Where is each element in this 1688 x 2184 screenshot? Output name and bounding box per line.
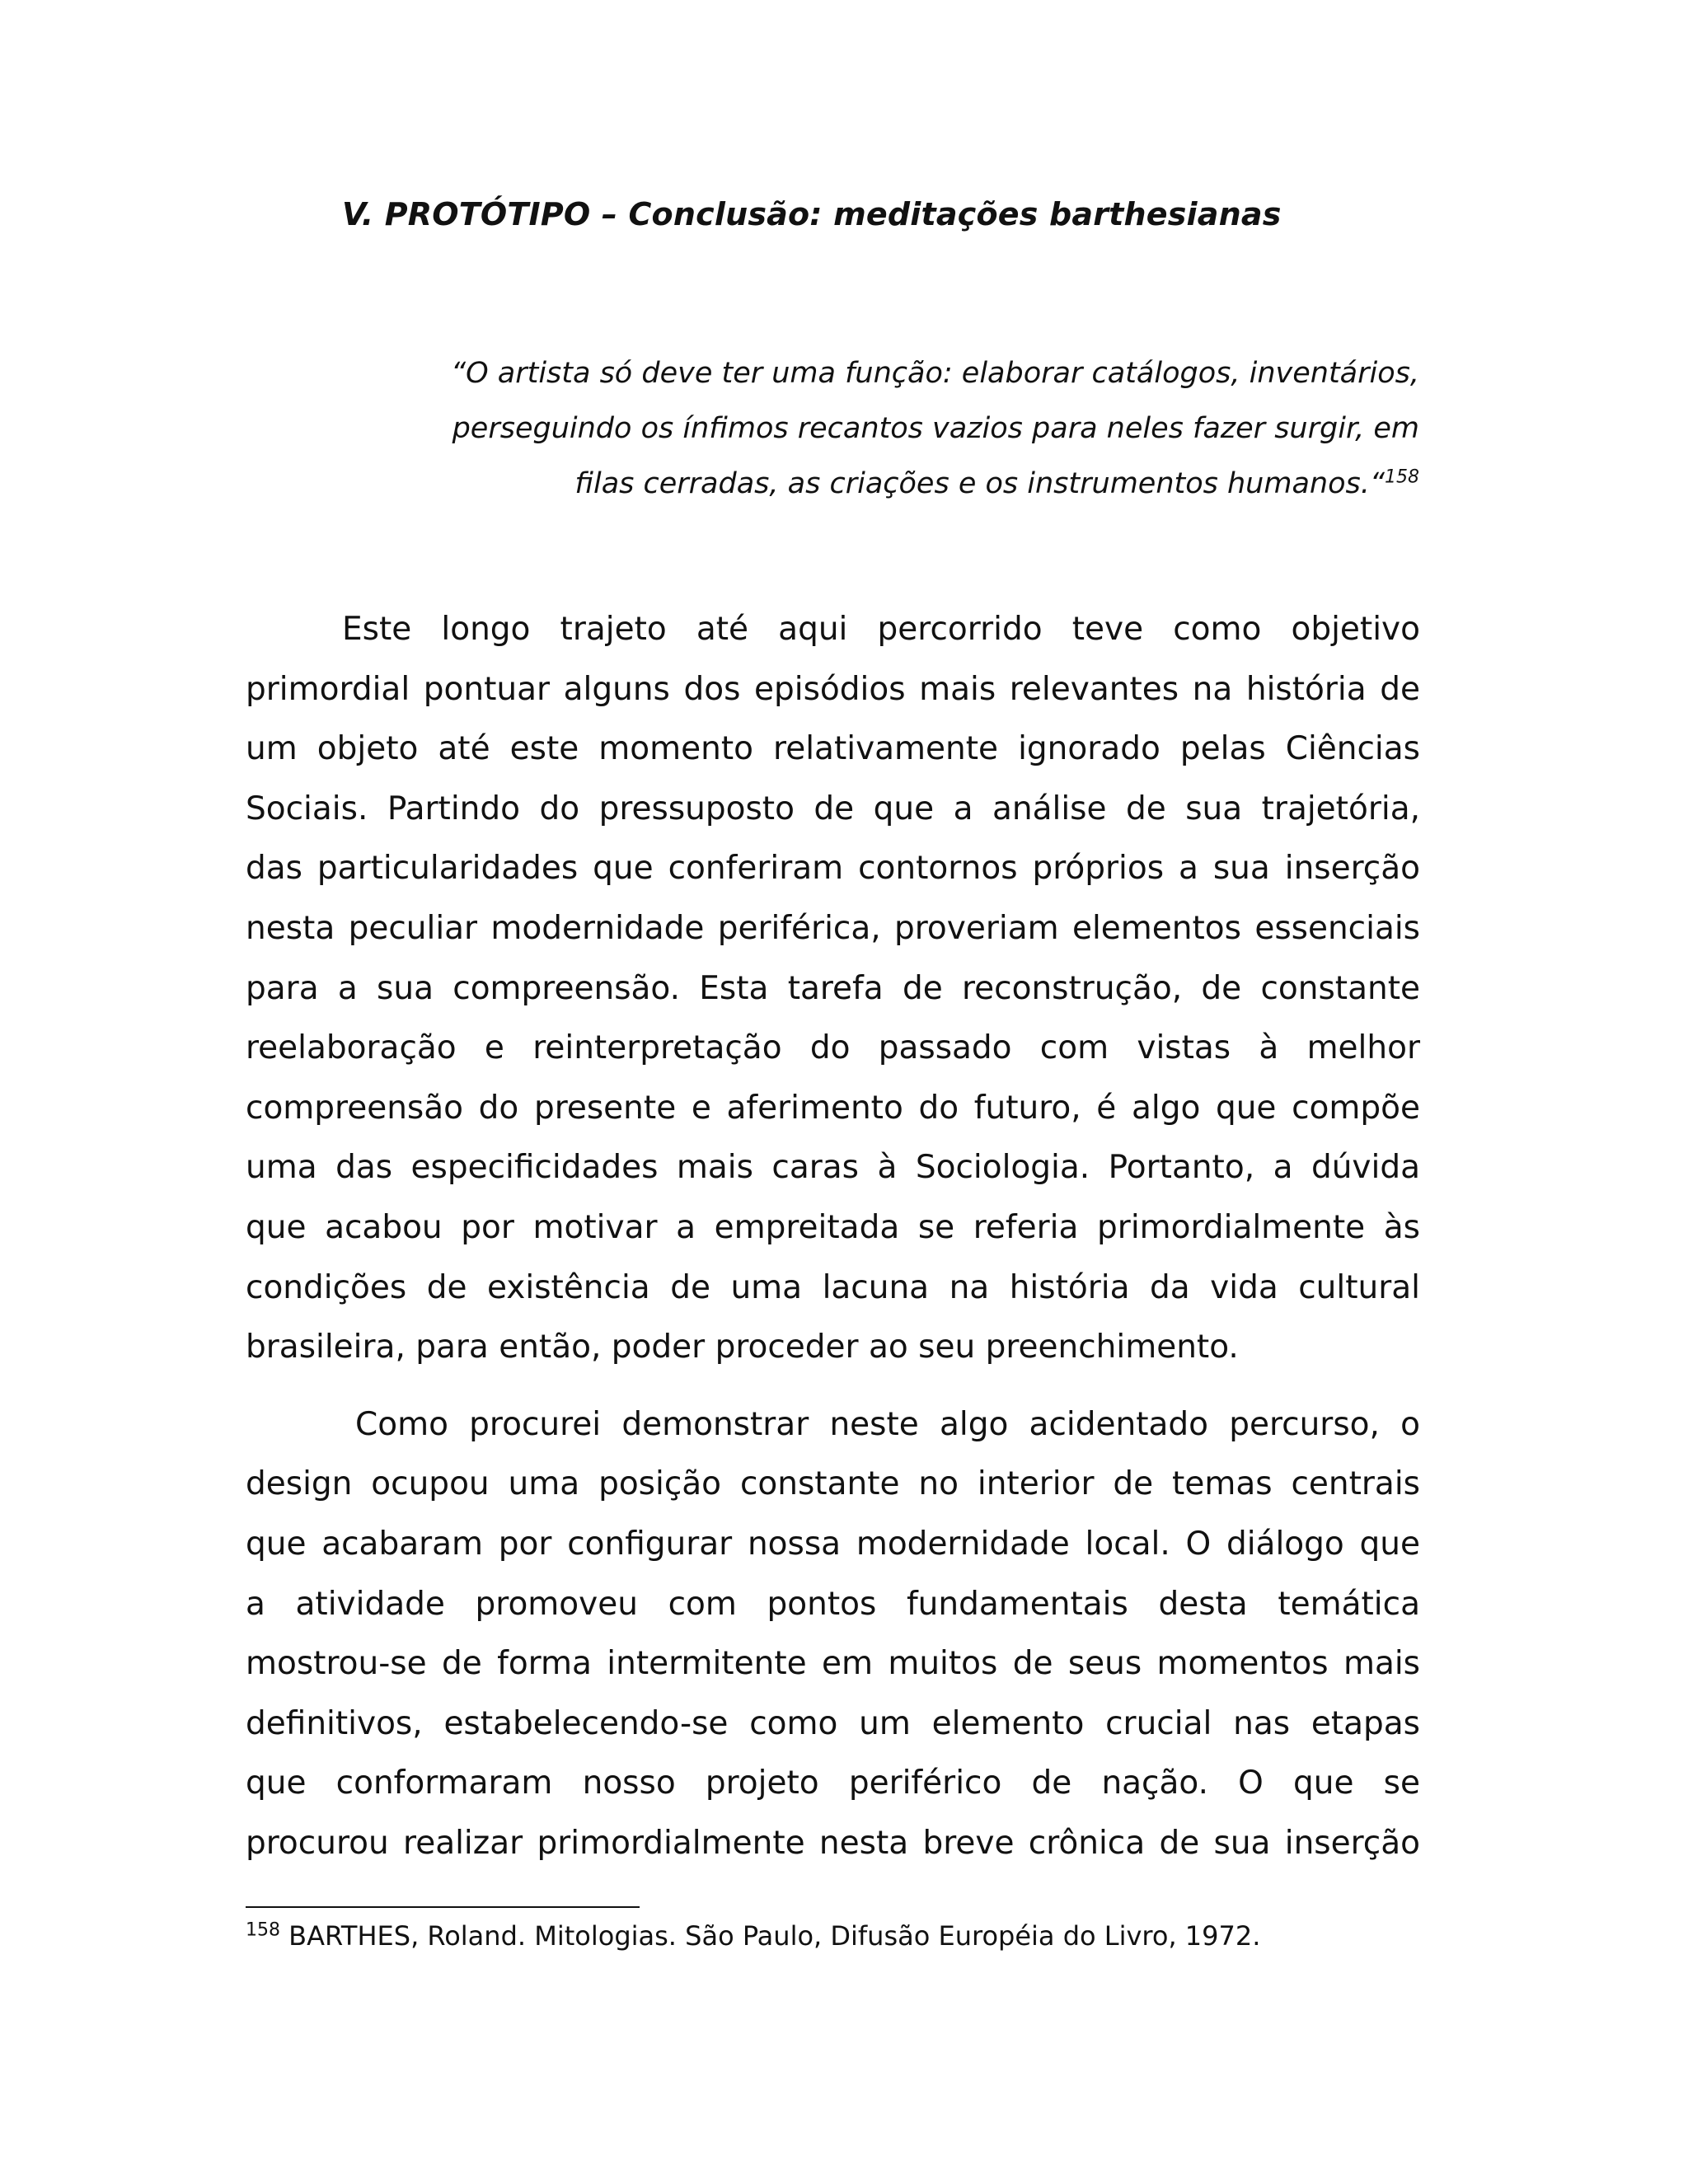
- paragraph-line: Sociais. Partindo do pressuposto de que a análise de sua trajetória,: [246, 790, 1420, 827]
- paragraph-line: condições de existência de uma lacuna na história da vida cultural: [246, 1268, 1420, 1306]
- paragraph-line: uma das especificidades mais caras à Sociologia. Portanto, a dúvida: [246, 1149, 1420, 1187]
- footnote-text: BARTHES, Roland. Mitologias. São Paulo, Difusão Européia do Livro, 1972.: [288, 1920, 1261, 1952]
- footnote-number: 158: [246, 1919, 280, 1941]
- paragraph-line: Este longo trajeto até aqui percorrido teve como objetivo: [342, 611, 1420, 648]
- paragraph-line: Como procurei demonstrar neste algo acidentado percurso, o: [355, 1405, 1420, 1443]
- paragraph-line: design ocupou uma posição constante no interior de temas centrais: [246, 1465, 1420, 1503]
- paragraph-line: que acabou por motivar a empreitada se referia primordialmente às: [246, 1208, 1420, 1246]
- epigraph-line: perseguindo os ínfimos recantos vazios para neles fazer surgir, em: [452, 412, 1419, 445]
- paragraph-line: compreensão do presente e aferimento do futuro, é algo que compõe: [246, 1089, 1420, 1127]
- footnote-reference: 158: [1385, 466, 1419, 488]
- paragraph-line: para a sua compreensão. Esta tarefa de reconstrução, de constante: [246, 969, 1420, 1007]
- paragraph-line: das particularidades que conferiram contornos próprios a sua inserção: [246, 850, 1420, 888]
- body-text: [246, 600, 1420, 1873]
- paragraph-line: procurou realizar primordialmente nesta breve crônica de sua inserção: [246, 1824, 1420, 1862]
- paragraph-line: a atividade promoveu com pontos fundamentais desta temática: [246, 1585, 1420, 1623]
- paragraph-line: nesta peculiar modernidade periférica, proveriam elementos essenciais: [246, 909, 1420, 947]
- footnote-divider: [246, 1906, 640, 1908]
- paragraph-line: que conformaram nosso projeto periférico de nação. O que se: [246, 1765, 1420, 1802]
- epigraph-line-last: [387, 457, 1419, 512]
- paragraph-line: mostrou-se de forma intermitente em muitos de seus momentos mais: [246, 1645, 1420, 1683]
- epigraph-line: “O artista só deve ter uma função: elaborar catálogos, inventários,: [450, 357, 1419, 390]
- paragraph-line: reelaboração e reinterpretação do passado com vistas à melhor: [246, 1029, 1420, 1067]
- paragraph-line: que acabaram por configurar nossa modernidade local. O diálogo que: [246, 1525, 1420, 1563]
- epigraph-quote: [387, 346, 1419, 512]
- footnote: [246, 1920, 1260, 1952]
- paragraph-line: definitivos, estabelecendo-se como um elemento crucial nas etapas: [246, 1704, 1420, 1742]
- epigraph-line-text: filas cerradas, as criações e os instrumentos humanos.“: [574, 467, 1385, 500]
- paragraph-line: brasileira, para então, poder proceder ao seu preenchimento.: [246, 1329, 1239, 1366]
- paragraph-line: um objeto até este momento relativamente ignorado pelas Ciências: [246, 730, 1420, 768]
- paragraph-2: [246, 1395, 1420, 1874]
- paragraph-line: primordial pontuar alguns dos episódios mais relevantes na história de: [246, 670, 1420, 708]
- paragraph-1: [246, 600, 1420, 1378]
- chapter-title: V. PROTÓTIPO – Conclusão: meditações barthesianas: [342, 196, 1282, 232]
